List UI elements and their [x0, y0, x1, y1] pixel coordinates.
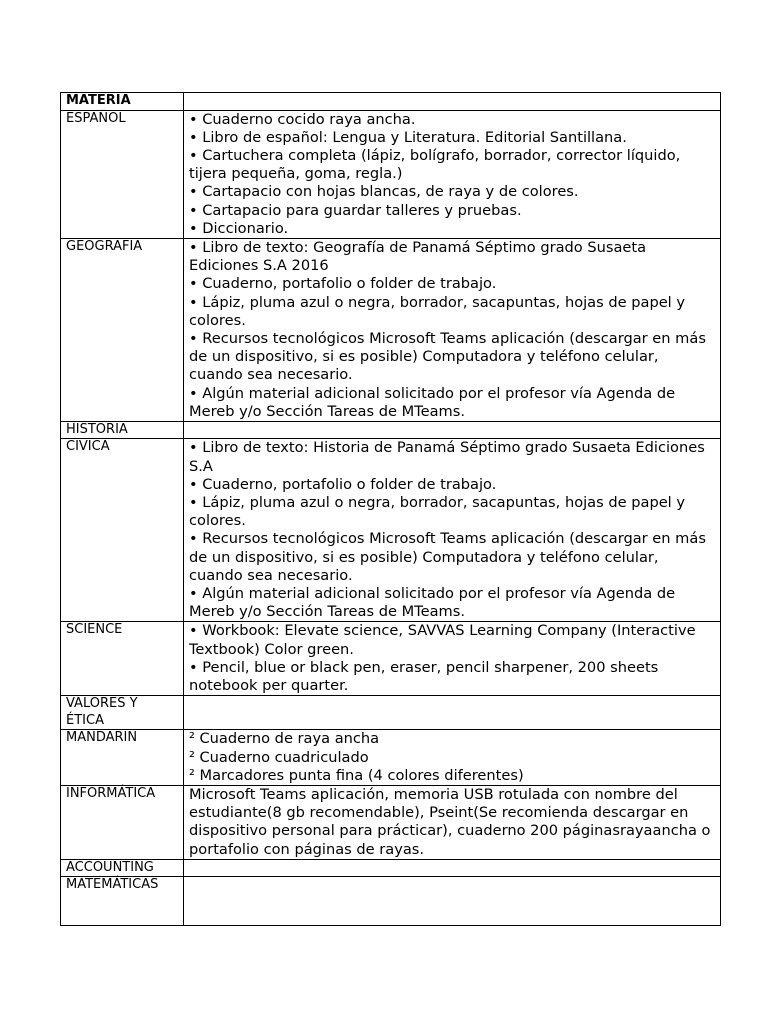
table-row: [61, 730, 721, 786]
list-item: ² Cuaderno cuadriculado: [189, 748, 369, 766]
list-item: • Libro de texto: Historia de Panamá Séptimo grado Susaeta Ediciones S.A: [189, 439, 705, 475]
column-header-materia: MATERIA: [61, 93, 184, 111]
table-header-row: [61, 93, 721, 111]
items-cell: [184, 622, 721, 696]
table-row: [61, 877, 721, 926]
list-item: • Cartuchera completa (lápiz, bolígrafo, borrador, corrector líquido, tijera pequeña, goma, regla.): [189, 146, 681, 183]
items-cell: [184, 785, 721, 859]
list-item: ² Marcadores punta fina (4 colores diferentes): [189, 766, 524, 784]
items-cell: [184, 696, 721, 730]
items-cell: [184, 439, 721, 622]
items-cell: [184, 730, 721, 786]
items-cell: [184, 877, 721, 926]
subject-cell: ACCOUNTING: [61, 859, 184, 877]
items-cell: [184, 110, 721, 238]
items-cell: [184, 238, 721, 421]
list-item: • Lápiz, pluma azul o negra, borrador, sacapuntas, hojas de papel y colores.: [189, 293, 686, 329]
table-row: [61, 785, 721, 859]
subject-cell: GEOGRAFIA: [61, 238, 184, 421]
items-cell: [184, 859, 721, 877]
items-cell: [184, 421, 721, 439]
subject-cell: HISTORIA: [61, 421, 184, 439]
list-item: • Lápiz, pluma azul o negra, borrador, sacapuntas, hojas de papel y colores.: [189, 494, 686, 530]
subject-cell: ESPAÑOL: [61, 110, 184, 238]
list-item: • Recursos tecnológicos Microsoft Teams aplicación (descargar en más de un dispositivo, si es posible) Computadora y teléfono celular, cuando sea necesario.: [189, 329, 706, 384]
list-item: Microsoft Teams aplicación, memoria USB rotulada con nombre del estudiante(8 gb recomendable), Pseint(Se recomienda descargar en dispositivo personal para prácticar), cuaderno 200 páginasrayaancha o portafolio con páginas de rayas.: [189, 785, 711, 858]
table-row: [61, 696, 721, 730]
list-item: • Diccionario.: [189, 219, 289, 237]
list-item: • Cartapacio con hojas blancas, de raya y de colores.: [189, 183, 579, 201]
subject-cell: CIVICA: [61, 439, 184, 622]
table-row: [61, 421, 721, 439]
list-item: • Algún material adicional solicitado por el profesor vía Agenda de Mereb y/o Sección Tareas de MTeams.: [189, 384, 676, 420]
list-item: • Libro de español: Lengua y Literatura. Editorial Santillana.: [189, 128, 627, 146]
column-header-items: [184, 93, 721, 111]
subject-cell: SCIENCE: [61, 622, 184, 696]
list-item: • Algún material adicional solicitado por el profesor vía Agenda de Mereb y/o Sección Tareas de MTeams.: [189, 585, 676, 621]
supplies-table: [60, 92, 721, 926]
table-row: [61, 622, 721, 696]
list-item: • Workbook: Elevate science, SAVVAS Learning Company (Interactive Textbook) Color green.: [189, 622, 696, 658]
list-item: • Cuaderno cocido raya ancha.: [189, 110, 416, 128]
list-item: • Pencil, blue or black pen, eraser, pencil sharpener, 200 sheets notebook per quarter.: [189, 658, 659, 695]
table-row: [61, 238, 721, 421]
subject-cell: MATEMÁTICAS: [61, 877, 184, 926]
table-row: [61, 859, 721, 877]
list-item: • Cartapacio para guardar talleres y pruebas.: [189, 201, 522, 219]
list-item: • Cuaderno, portafolio o folder de trabajo.: [189, 275, 497, 293]
list-item: • Cuaderno, portafolio o folder de trabajo.: [189, 475, 497, 493]
list-item: ² Cuaderno de raya ancha: [189, 730, 380, 748]
subject-cell: VALORES Y ÉTICA: [61, 696, 184, 730]
subject-cell: INFORMÁTICA: [61, 785, 184, 859]
table-row: [61, 110, 721, 238]
subject-cell: MANDARIN: [61, 730, 184, 786]
table-row: [61, 439, 721, 622]
list-item: • Libro de texto: Geografía de Panamá Séptimo grado Susaeta Ediciones S.A 2016: [189, 238, 647, 275]
list-item: • Recursos tecnológicos Microsoft Teams aplicación (descargar en más de un dispositivo, si es posible) Computadora y teléfono celular, cuando sea necesario.: [189, 530, 706, 584]
